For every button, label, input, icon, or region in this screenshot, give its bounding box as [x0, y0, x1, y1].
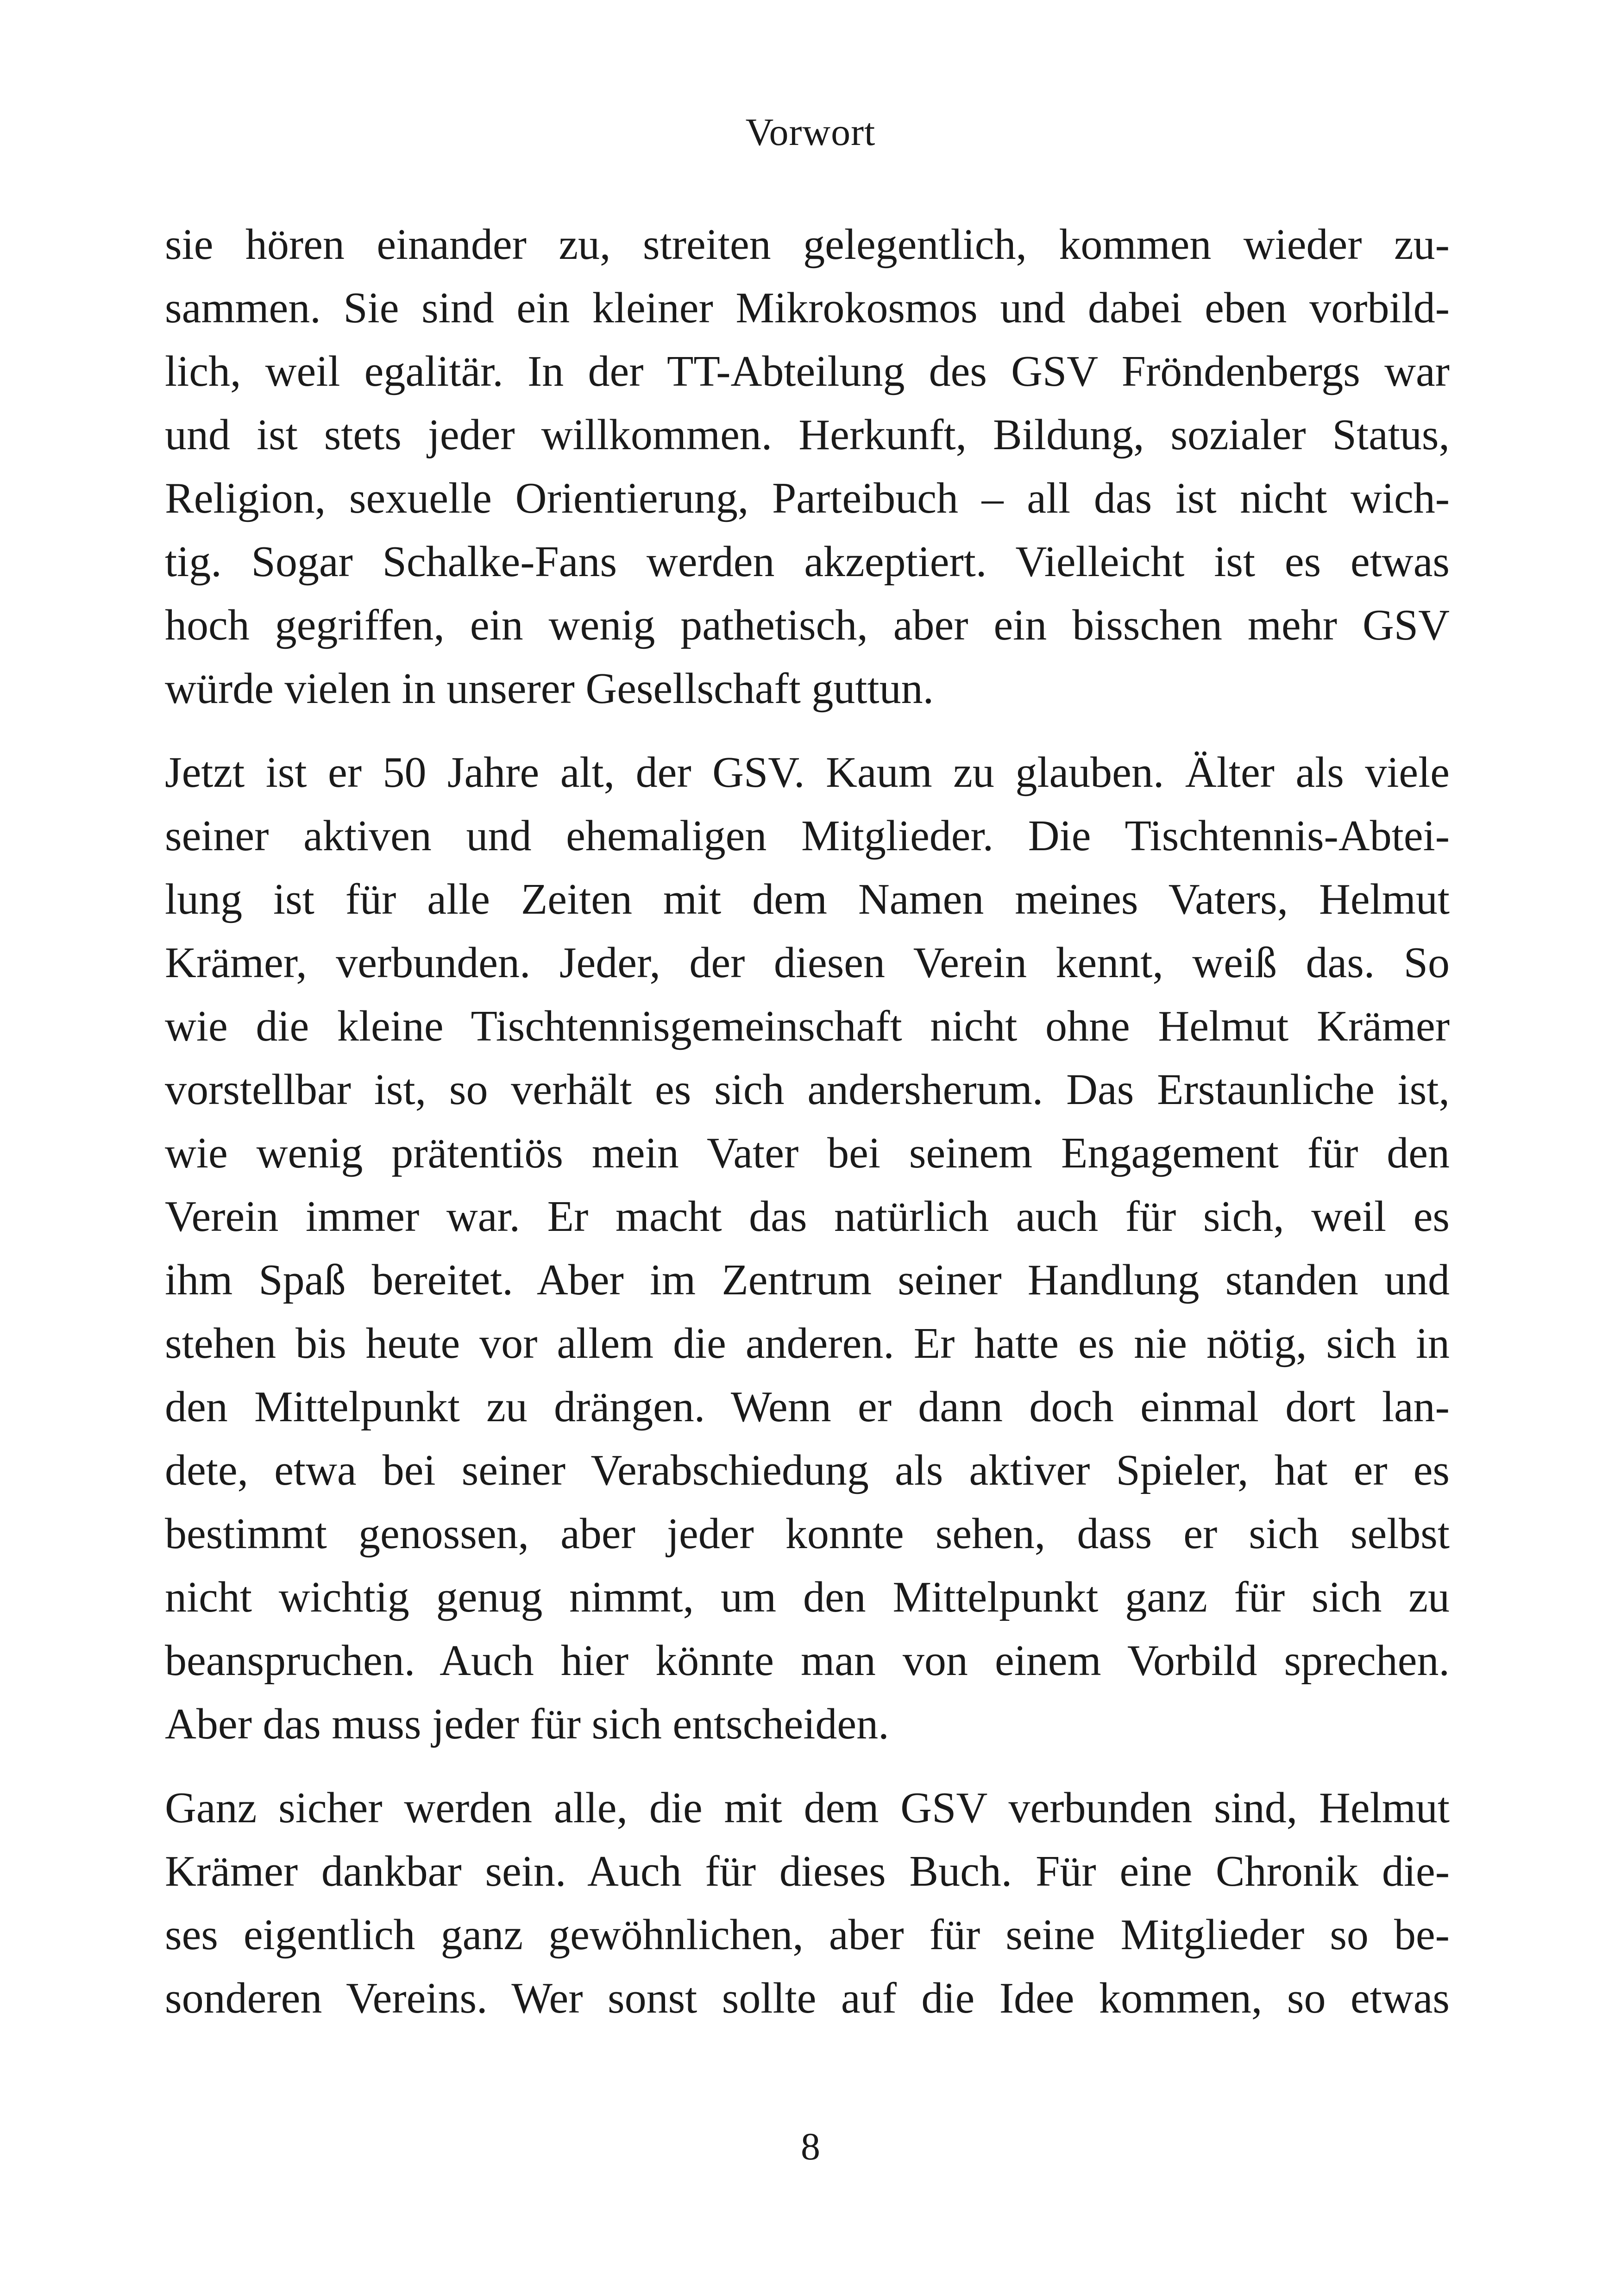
text-line: Ganz sicher werden alle, die mit dem GSV verbunden sind, Helmut [165, 1784, 1450, 1832]
text-line: Krämer, verbunden. Jeder, der diesen Verein kennt, weiß das. So [165, 939, 1450, 987]
text-line: lung ist für alle Zeiten mit dem Namen meines Vaters, Helmut [165, 875, 1450, 923]
paragraph [165, 213, 1450, 721]
text-line: sammen. Sie sind ein kleiner Mikrokosmos und dabei eben vorbild- [165, 284, 1450, 332]
body-text [165, 213, 1450, 2051]
text-line: wie wenig prätentiös mein Vater bei seinem Engagement für den [165, 1129, 1450, 1177]
text-line: lich, weil egalitär. In der TT-Abteilung des GSV Fröndenbergs war [165, 347, 1450, 395]
text-line: dete, etwa bei seiner Verabschiedung als aktiver Spieler, hat er es [165, 1446, 1450, 1494]
text-line: bestimmt genossen, aber jeder konnte sehen, dass er sich selbst [165, 1510, 1450, 1558]
text-line: stehen bis heute vor allem die anderen. Er hatte es nie nötig, sich in [165, 1319, 1450, 1368]
page-number: 8 [801, 2125, 820, 2168]
text-line: Krämer dankbar sein. Auch für dieses Buch. Für eine Chronik die- [165, 1847, 1450, 1895]
paragraph [165, 741, 1450, 1756]
text-line: Religion, sexuelle Orientierung, Parteibuch – all das ist nicht wich- [165, 474, 1450, 522]
text-line: sonderen Vereins. Wer sonst sollte auf die Idee kommen, so etwas [165, 1974, 1450, 2022]
text-line: Aber das muss jeder für sich entscheiden. [165, 1700, 889, 1748]
text-line: Jetzt ist er 50 Jahre alt, der GSV. Kaum zu glauben. Älter als viele [165, 748, 1450, 797]
text-line: seiner aktiven und ehemaligen Mitglieder. Die Tischtennis-Abtei- [165, 812, 1450, 860]
running-title: Vorwort [745, 111, 876, 154]
text-line: hoch gegriffen, ein wenig pathetisch, aber ein bisschen mehr GSV [165, 601, 1450, 649]
text-line: tig. Sogar Schalke-Fans werden akzeptiert. Vielleicht ist es etwas [165, 538, 1450, 586]
text-line: ihm Spaß bereitet. Aber im Zentrum seiner Handlung standen und [165, 1256, 1450, 1304]
text-line: nicht wichtig genug nimmt, um den Mittelpunkt ganz für sich zu [165, 1573, 1450, 1621]
text-line: würde vielen in unserer Gesellschaft guttun. [165, 665, 934, 713]
paragraph [165, 1776, 1450, 2030]
text-line: wie die kleine Tischtennisgemeinschaft nicht ohne Helmut Krämer [165, 1002, 1450, 1050]
text-line: sie hören einander zu, streiten gelegentlich, kommen wieder zu- [165, 220, 1450, 269]
text-line: vorstellbar ist, so verhält es sich andersherum. Das Erstaunliche ist, [165, 1066, 1450, 1114]
text-line: den Mittelpunkt zu drängen. Wenn er dann doch einmal dort lan- [165, 1383, 1450, 1431]
text-line: und ist stets jeder willkommen. Herkunft, Bildung, sozialer Status, [165, 411, 1450, 459]
text-line: Verein immer war. Er macht das natürlich auch für sich, weil es [165, 1192, 1450, 1241]
text-line: ses eigentlich ganz gewöhnlichen, aber für seine Mitglieder so be- [165, 1911, 1450, 1959]
text-line: beanspruchen. Auch hier könnte man von einem Vorbild sprechen. [165, 1637, 1450, 1685]
